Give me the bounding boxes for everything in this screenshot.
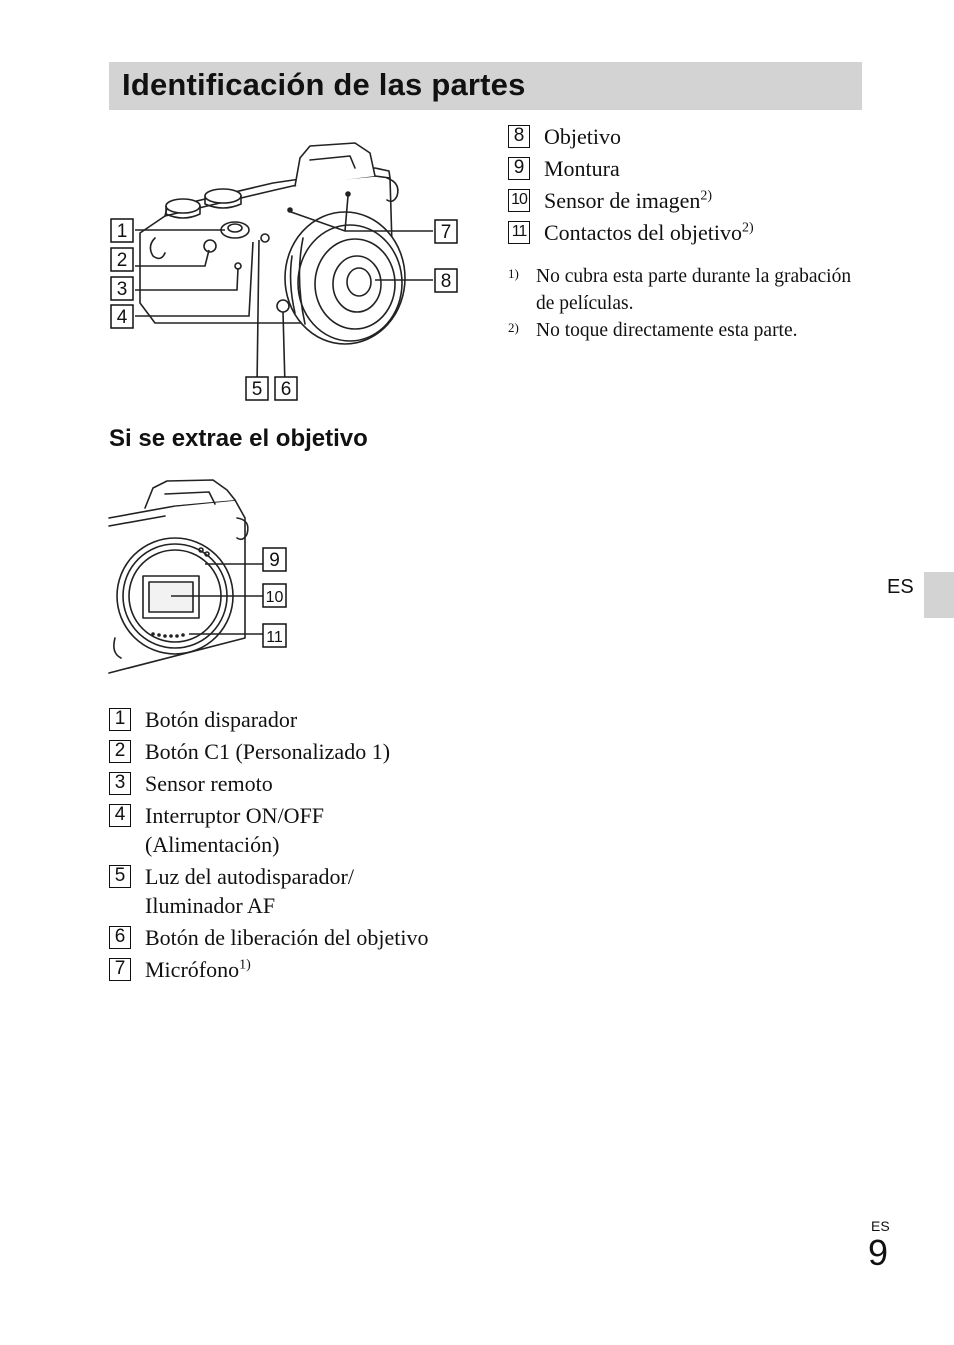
item-label: Objetivo (544, 124, 621, 149)
item-number: 11 (508, 221, 530, 244)
list-item (508, 186, 754, 215)
item-label: Botón C1 (Personalizado 1) (145, 739, 391, 764)
footnote-mark: 2) (508, 320, 519, 335)
list-item (508, 122, 754, 151)
item-number: 4 (109, 804, 131, 827)
callout-7 (435, 220, 457, 243)
callout-8 (435, 269, 457, 292)
item-label: Botón disparador (145, 707, 298, 732)
svg-text:5: 5 (251, 379, 263, 400)
item-number: 8 (508, 125, 530, 148)
svg-text:8: 8 (440, 271, 452, 292)
svg-text:4: 4 (116, 307, 128, 328)
item-number: 3 (109, 772, 131, 795)
page-title: Identificación de las partes (122, 67, 526, 102)
list-item (109, 923, 489, 952)
callout-9 (263, 548, 286, 571)
list-item (508, 154, 754, 183)
list-item (109, 705, 489, 734)
item-number: 7 (109, 958, 131, 981)
language-tab-label: ES (887, 576, 914, 598)
list-item (109, 955, 489, 984)
callout-5 (246, 377, 268, 400)
item-number: 9 (508, 157, 530, 180)
footnote (508, 263, 868, 317)
svg-text:9: 9 (269, 550, 280, 571)
parts-list-right (508, 122, 754, 247)
footnote-text: No cubra esta parte durante la grabación de películas. (536, 266, 852, 314)
item-label: Contactos del objetivo (544, 220, 742, 245)
item-label: Micrófono (145, 957, 240, 982)
footnote-mark: 1) (508, 266, 519, 281)
language-tab-marker (924, 572, 954, 618)
callout-3 (111, 277, 133, 300)
item-number: 5 (109, 865, 131, 888)
camera-mount-figure (105, 478, 295, 678)
parts-list-left (109, 705, 489, 984)
list-item (109, 737, 489, 766)
item-number: 1 (109, 708, 131, 731)
item-number: 6 (109, 926, 131, 949)
item-label: Sensor remoto (145, 771, 273, 796)
item-label: Botón de liberación del objetivo (145, 925, 429, 950)
callout-1 (111, 219, 133, 242)
svg-text:11: 11 (266, 629, 283, 646)
list-item (109, 769, 489, 798)
footnote (508, 317, 868, 344)
page-language: ES (871, 1218, 890, 1234)
svg-text:2: 2 (116, 250, 128, 271)
footnote-ref: 2) (741, 220, 754, 236)
callout-6 (275, 377, 297, 400)
title-bar (109, 62, 862, 110)
svg-text:1: 1 (116, 221, 128, 242)
callout-11 (263, 624, 286, 647)
callout-10 (263, 584, 286, 607)
footnotes (508, 263, 868, 344)
svg-text:3: 3 (116, 279, 128, 300)
footnote-text: No toque directamente esta parte. (536, 320, 798, 341)
list-item (109, 801, 375, 859)
page-number: 9 (868, 1232, 889, 1273)
item-label: Luz del autodisparador/ Iluminador AF (145, 864, 354, 918)
list-item (109, 862, 385, 920)
svg-text:6: 6 (280, 379, 292, 400)
item-label: Sensor de imagen (544, 188, 701, 213)
section-subheading: Si se extrae el objetivo (109, 425, 368, 452)
callout-2 (111, 248, 133, 271)
item-label: Interruptor ON/OFF (Alimentación) (145, 803, 325, 857)
footnote-ref: 1) (239, 957, 251, 973)
footnote-ref: 2) (700, 188, 713, 204)
camera-front-figure (105, 138, 470, 403)
item-label: Montura (544, 156, 620, 181)
svg-text:10: 10 (265, 589, 284, 606)
list-item (508, 218, 754, 247)
svg-text:7: 7 (440, 222, 452, 243)
callout-4 (111, 305, 133, 328)
item-number: 2 (109, 740, 131, 763)
item-number: 10 (508, 189, 530, 212)
